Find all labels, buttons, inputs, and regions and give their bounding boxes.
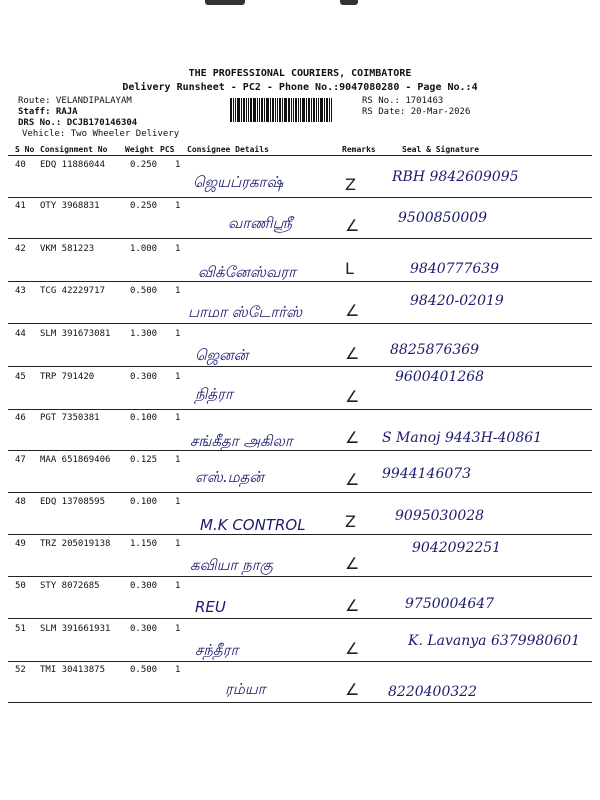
barcode-bar (243, 98, 245, 122)
col-sno: S No (15, 145, 35, 154)
row-divider (8, 661, 592, 662)
col-weight: Weight (125, 145, 154, 154)
consignee-name: ஜெயப்ரகாஷ் (193, 173, 284, 191)
barcode-bar (241, 98, 242, 122)
consignment-number: TRP 791420 (40, 372, 95, 382)
remark-mark: Z (345, 512, 356, 531)
barcode-bar (320, 98, 323, 122)
barcode-bar (326, 98, 328, 122)
barcode-bar (250, 98, 252, 122)
serial-number: 50 (15, 581, 26, 591)
signature: K. Lavanya 6379980601 (408, 633, 581, 649)
barcode-bar (295, 98, 297, 122)
barcode-bar (293, 98, 294, 122)
row-divider (8, 238, 592, 239)
consignment-number: VKM 581223 (40, 244, 95, 254)
weight-value: 1.150 (130, 539, 158, 549)
pieces-count: 1 (175, 581, 181, 591)
signature: 9840777639 (410, 261, 500, 277)
weight-value: 0.125 (130, 455, 158, 465)
remark-mark: Z (345, 175, 356, 194)
consignee-name: வாணிஸ்ரீ (228, 214, 293, 232)
consignment-number: OTY 3968831 (40, 201, 100, 211)
signature: 9944146073 (382, 466, 472, 482)
barcode (230, 98, 358, 122)
row-divider (8, 323, 592, 324)
serial-number: 45 (15, 372, 26, 382)
staff-label: Staff: RAJA (18, 107, 78, 117)
consignee-name: எஸ்.மதன் (195, 468, 264, 486)
serial-number: 48 (15, 497, 26, 507)
consignee-name: நித்ரா (195, 385, 233, 403)
pieces-count: 1 (175, 455, 181, 465)
remark-mark: ∠ (345, 428, 360, 447)
consignee-name: சந்தீரா (195, 641, 239, 659)
row-divider (8, 281, 592, 282)
consignee-name: ஜெனன் (195, 346, 249, 364)
pieces-count: 1 (175, 286, 181, 296)
barcode-bar (277, 98, 278, 122)
runsheet-subtitle: Delivery Runsheet - PC2 - Phone No.:9047080280 - Page No.:4 (122, 82, 478, 93)
pieces-count: 1 (175, 497, 181, 507)
signature: 9500850009 (398, 210, 488, 226)
barcode-bar (284, 98, 287, 122)
row-divider (8, 702, 592, 703)
weight-value: 0.500 (130, 665, 158, 675)
signature: 8220400322 (388, 684, 478, 700)
col-pcs: PCS (160, 145, 175, 154)
barcode-bar (288, 98, 290, 122)
pieces-count: 1 (175, 624, 181, 634)
signature: S Manoj 9443H-40861 (382, 430, 543, 446)
consignment-number: MAA 651869406 (40, 455, 111, 465)
barcode-bar (230, 98, 232, 122)
remark-mark: ∠ (345, 216, 360, 235)
remark-mark: ∠ (345, 639, 360, 658)
barcode-bar (316, 98, 317, 122)
barcode-bar (306, 98, 307, 122)
barcode-bar (313, 98, 315, 122)
barcode-bar (248, 98, 249, 122)
col-consignee: Consignee Details (187, 145, 269, 154)
col-consignment: Consignment No (40, 145, 108, 154)
pieces-count: 1 (175, 201, 181, 211)
scan-mark (205, 0, 245, 5)
barcode-bar (259, 98, 260, 122)
barcode-bar (261, 98, 263, 122)
weight-value: 0.300 (130, 624, 158, 634)
barcode-bar (279, 98, 281, 122)
scan-mark (340, 0, 358, 5)
row-divider (8, 492, 592, 493)
serial-number: 47 (15, 455, 26, 465)
barcode-bar (253, 98, 256, 122)
barcode-bar (257, 98, 258, 122)
consignee-name: கவியா நாகு (190, 556, 273, 574)
barcode-bar (300, 98, 301, 122)
barcode-bar (237, 98, 240, 122)
signature: 9042092251 (412, 540, 502, 556)
weight-value: 1.300 (130, 329, 158, 339)
consignment-number: TMI 30413875 (40, 665, 106, 675)
signature: 98420-02019 (410, 293, 504, 309)
signature: RBH 9842609095 (392, 169, 519, 185)
rs-number: RS No.: 1701463 (362, 96, 444, 106)
barcode-bar (233, 98, 234, 122)
consignment-number: SLM 391661931 (40, 624, 111, 634)
remark-mark: ∠ (345, 470, 360, 489)
pieces-count: 1 (175, 665, 181, 675)
consignee-name: ரம்யா (225, 680, 266, 698)
pieces-count: 1 (175, 329, 181, 339)
remark-mark: L (345, 259, 354, 278)
signature: 9600401268 (395, 369, 485, 385)
barcode-bar (311, 98, 312, 122)
row-divider (8, 197, 592, 198)
row-divider (8, 409, 592, 410)
barcode-bar (291, 98, 292, 122)
serial-number: 52 (15, 665, 26, 675)
row-divider (8, 534, 592, 535)
pieces-count: 1 (175, 244, 181, 254)
weight-value: 0.500 (130, 286, 158, 296)
signature: 8825876369 (390, 342, 480, 358)
remark-mark: ∠ (345, 344, 360, 363)
pieces-count: 1 (175, 539, 181, 549)
weight-value: 1.000 (130, 244, 158, 254)
row-divider (8, 576, 592, 577)
remark-mark: ∠ (345, 596, 360, 615)
remark-mark: ∠ (345, 554, 360, 573)
consignment-number: TCG 42229717 (40, 286, 106, 296)
consignee-name: REU (195, 598, 226, 616)
vehicle-label: Vehicle: Two Wheeler Delivery (22, 129, 180, 139)
weight-value: 0.300 (130, 581, 158, 591)
barcode-bar (298, 98, 299, 122)
barcode-bar (324, 98, 325, 122)
header-divider (8, 155, 592, 156)
consignee-name: சங்கீதா அகிலா (190, 432, 293, 450)
company-title: THE PROFESSIONAL COURIERS, COIMBATORE (188, 68, 412, 79)
consignment-number: EDQ 13708595 (40, 497, 106, 507)
consignment-number: SLM 391673081 (40, 329, 111, 339)
serial-number: 41 (15, 201, 26, 211)
serial-number: 44 (15, 329, 26, 339)
barcode-bar (235, 98, 236, 122)
row-divider (8, 366, 592, 367)
consignment-number: STY 8072685 (40, 581, 100, 591)
col-seal-signature: Seal & Signature (402, 145, 480, 154)
barcode-bar (275, 98, 276, 122)
weight-value: 0.100 (130, 413, 158, 423)
row-divider (8, 618, 592, 619)
barcode-bar (270, 98, 271, 122)
pieces-count: 1 (175, 372, 181, 382)
signature: 9750004647 (405, 596, 495, 612)
col-remarks: Remarks (342, 145, 376, 154)
serial-number: 51 (15, 624, 26, 634)
barcode-bar (331, 98, 332, 122)
serial-number: 40 (15, 160, 26, 170)
barcode-bar (302, 98, 305, 122)
barcode-bar (246, 98, 247, 122)
serial-number: 46 (15, 413, 26, 423)
serial-number: 49 (15, 539, 26, 549)
barcode-bar (308, 98, 310, 122)
route-label: Route: VELANDIPALAYAM (18, 96, 132, 106)
barcode-bar (266, 98, 269, 122)
barcode-bar (282, 98, 283, 122)
weight-value: 0.300 (130, 372, 158, 382)
pieces-count: 1 (175, 160, 181, 170)
row-divider (8, 450, 592, 451)
barcode-bar (264, 98, 265, 122)
weight-value: 0.100 (130, 497, 158, 507)
remark-mark: ∠ (345, 680, 360, 699)
consignment-number: EDQ 11886044 (40, 160, 106, 170)
rs-date: RS Date: 20-Mar-2026 (362, 107, 471, 117)
consignment-number: TRZ 205019138 (40, 539, 111, 549)
pieces-count: 1 (175, 413, 181, 423)
barcode-bar (318, 98, 319, 122)
weight-value: 0.250 (130, 201, 158, 211)
barcode-bar (272, 98, 274, 122)
barcode-bar (329, 98, 330, 122)
drs-label: DRS No.: DCJB170146304 (18, 118, 138, 128)
weight-value: 0.250 (130, 160, 158, 170)
remark-mark: ∠ (345, 301, 360, 320)
serial-number: 42 (15, 244, 26, 254)
consignee-name: M.K CONTROL (200, 516, 306, 534)
remark-mark: ∠ (345, 387, 360, 406)
consignee-name: பாமா ஸ்டோர்ஸ் (188, 303, 303, 321)
consignment-number: PGT 7350381 (40, 413, 100, 423)
consignee-name: விக்னேஸ்வரா (198, 263, 296, 281)
signature: 9095030028 (395, 508, 485, 524)
serial-number: 43 (15, 286, 26, 296)
